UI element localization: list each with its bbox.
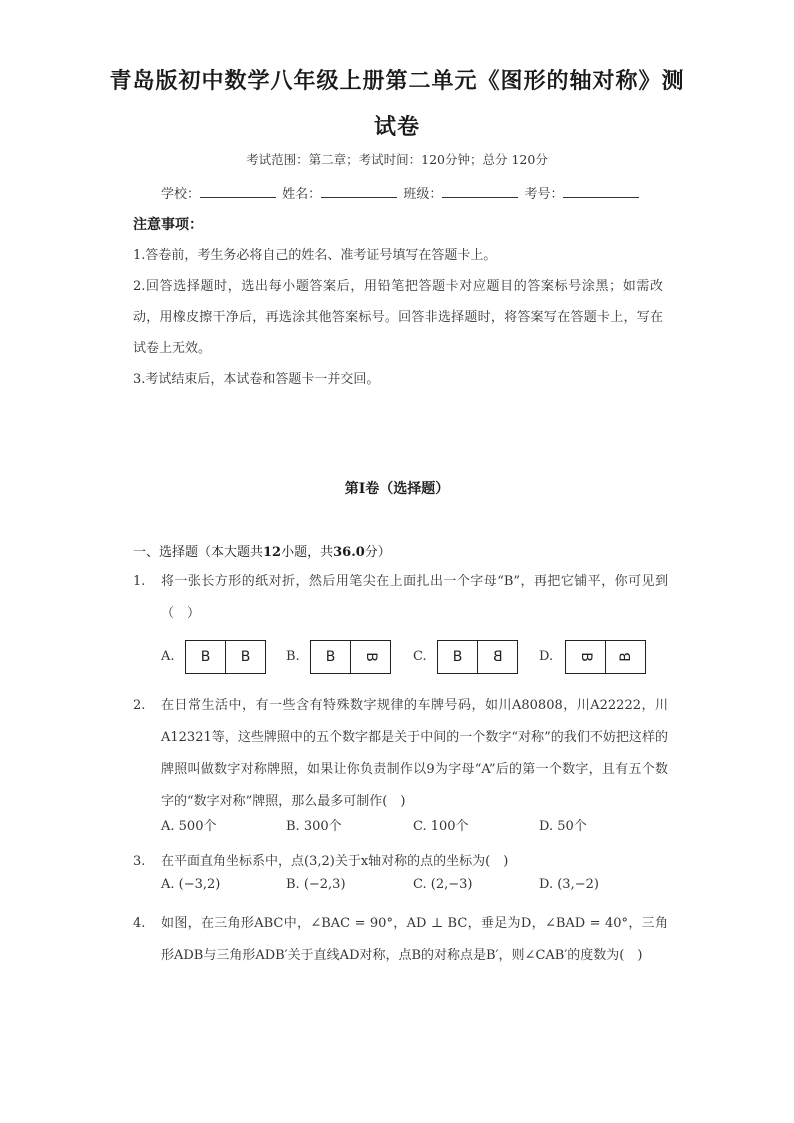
name-field[interactable] <box>321 185 397 198</box>
exam-info: 考试范围：第二章；考试时间：120分钟；总分 120分 <box>246 152 548 167</box>
q2-option-a[interactable]: A. 500个 <box>161 819 217 834</box>
q3-option-b[interactable]: B. (−2,3) <box>286 877 346 892</box>
notice-item-1: 1.答卷前，考生务必将自己的姓名、准考证号填写在答题卡上。 <box>133 248 497 263</box>
notice-title: 注意事项： <box>133 217 203 233</box>
school-field[interactable] <box>200 185 276 198</box>
notice-item-2: 2.回答选择题时，选出每小题答案后，用铅笔把答题卡对应题目的答案标号涂黑；如需改动，用橡皮擦干净后，再选涂其他答案标号。回答非选择题时，将答案写在答题卡上，写在试卷上无效。 <box>133 279 663 356</box>
figure-right-letter: B <box>617 652 634 662</box>
figure-left-letter: B <box>566 641 606 673</box>
question-3 <box>133 846 668 878</box>
page-title-line2: 试卷 <box>373 114 420 140</box>
q2-option-d[interactable]: D. 50个 <box>539 819 587 834</box>
option-label: D. <box>539 649 554 664</box>
q3-option-d[interactable]: D. (3,−2) <box>539 877 599 892</box>
part-end: 分） <box>364 545 391 560</box>
part-title: 一、选择题（本大题共 <box>133 545 264 560</box>
question-number: 3. <box>133 854 146 869</box>
question-number: 4. <box>133 916 146 931</box>
class-field[interactable] <box>442 185 518 198</box>
option-label: B. <box>286 649 300 664</box>
part-heading <box>133 541 391 560</box>
notice-item-3: 3.考试结束后，本试卷和答题卡一并交回。 <box>133 372 380 387</box>
option-label: A. <box>161 649 175 664</box>
question-number: 1. <box>133 574 146 589</box>
option-figure <box>310 640 391 674</box>
option-figure <box>437 640 518 674</box>
question-4 <box>133 908 668 972</box>
option-figure <box>565 640 646 674</box>
q2-option-b[interactable]: B. 300个 <box>286 819 342 834</box>
figure-right-letter: B <box>240 649 251 665</box>
question-text: 如图，在三角形ABC中，∠BAC = 90°，AD ⊥ BC，垂足为D，∠BAD = 40°，三角形ADB与三角形ADB′关于直线AD对称，点B的对称点是B′，则∠CAB′的度数为( ) <box>161 916 668 963</box>
school-label: 学校： <box>161 187 201 202</box>
option-label: C. <box>413 649 427 664</box>
page-title-line1: 青岛版初中数学八年级上册第二单元《图形的轴对称》测 <box>109 68 685 94</box>
figure-left-letter: B <box>186 641 226 673</box>
q3-option-c[interactable]: C. (2,−3) <box>413 877 473 892</box>
student-fields <box>161 183 641 202</box>
number-label: 考号： <box>524 187 564 202</box>
question-1 <box>133 566 668 630</box>
figure-right-letter: B <box>492 649 503 665</box>
part-score: 36.0 <box>333 545 365 560</box>
option-figure <box>185 640 266 674</box>
figure-right-letter: B <box>362 652 379 662</box>
number-field[interactable] <box>563 185 639 198</box>
name-label: 姓名： <box>282 187 322 202</box>
part-mid: 小题，共 <box>281 545 334 560</box>
question-text: 在日常生活中，有一些含有特殊数字规律的车牌号码，如川A80808，川A22222，川A12321等，这些牌照中的五个数字都是关于中间的一个数字“对称”的我们不妨把这样的牌照叫做数字对称牌照，如果让你负责制作以9为字母“A”后的第一个数字，且有五个数字的“数字对称”牌照，那么最多可制作( ) <box>161 698 668 809</box>
figure-left-letter: B <box>438 641 478 673</box>
q2-option-c[interactable]: C. 100个 <box>413 819 469 834</box>
question-number: 2. <box>133 698 146 713</box>
part-count: 12 <box>263 545 282 560</box>
section-title: 第Ⅰ卷（选择题） <box>344 481 450 497</box>
q3-option-a[interactable]: A. (−3,2) <box>161 877 221 892</box>
class-label: 班级： <box>403 187 443 202</box>
question-text: 在平面直角坐标系中，点(3,2)关于x轴对称的点的坐标为( ) <box>161 854 509 869</box>
question-2 <box>133 690 668 818</box>
figure-left-letter: B <box>311 641 351 673</box>
question-text: 将一张长方形的纸对折，然后用笔尖在上面扎出一个字母“B”，再把它铺平，你可见到（ ） <box>161 574 668 621</box>
